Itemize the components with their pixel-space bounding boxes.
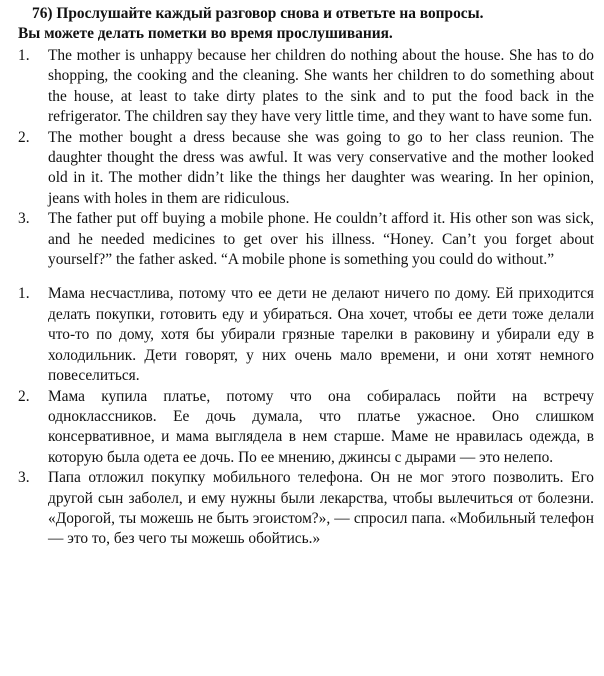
item-number: 2. [18,387,30,405]
item-text: The mother is unhappy because her children do nothing about the house. She has to do shopping, the cooking and the cleaning. She wants her children to do something about the house, at least to take dirty plates to the sink and to put the food back in the refrigerator. The children say they have very little time, and they want to have some fun. [48,47,594,126]
exercise-heading [18,4,594,44]
item-number: 2. [18,128,30,146]
item-number: 1. [18,47,30,64]
item-number: 3. [18,210,30,228]
item-text: The mother bought a dress because she was going to go to her class reunion. The daughter thought the dress was awful. It was very conservative and the mother looked old in it. The mother didn’t like the things her daughter was wearing. In her opinion, jeans with holes in them are ridiculous. [48,128,594,207]
item-number: 1. [18,285,30,303]
russian-answers-list [18,284,594,549]
heading-line-2: Вы можете делать пометки во время прослушивания. [18,25,393,42]
english-answers-list [18,46,594,270]
list-item [18,387,594,469]
item-text: The father put off buying a mobile phone. He couldn’t afford it. His other son was sick, and he needed medicines to get over his illness. “Honey. Can’t you forget about yourself?” the father asked. “A mobile phone is something you could do without.” [48,210,594,269]
heading-line-1: 76) Прослушайте каждый разговор снова и ответьте на вопросы. [32,5,484,22]
item-text: Мама купила платье, потому что она собиралась пойти на встречу одноклассников. Ее дочь думала, что платье ужасное. Оно слишком консервативное, и мама выглядела в нем старше. Маме не нравилась одежда, в которую была одета ее дочь. По ее мнению, джинсы с дырами — это нелепо. [48,387,594,466]
item-text: Папа отложил покупку мобильного телефона. Он не мог этого позволить. Его другой сын заболел, и ему нужны были лекарства, чтобы вылечиться от болезни. «Дорогой, ты можешь не быть эгоистом?», — спросил папа. «Мобильный телефон — это то, без чего ты можешь обойтись.» [48,469,594,548]
list-item [18,128,594,210]
section-spacer [18,270,594,284]
item-number: 3. [18,469,30,487]
list-item [18,46,594,128]
list-item [18,468,594,550]
list-item [18,284,594,386]
item-text: Мама несчастлива, потому что ее дети не делают ничего по дому. Ей приходится делать покупки, готовить еду и убираться. Она хочет, чтобы ее дети тоже делали что-то по дому, хотя бы убирали грязные тарелки в раковину и убирали еду в холодильник. Дети говорят, у них очень мало времени, и они хотят немного повеселиться. [48,285,594,385]
list-item [18,209,594,270]
